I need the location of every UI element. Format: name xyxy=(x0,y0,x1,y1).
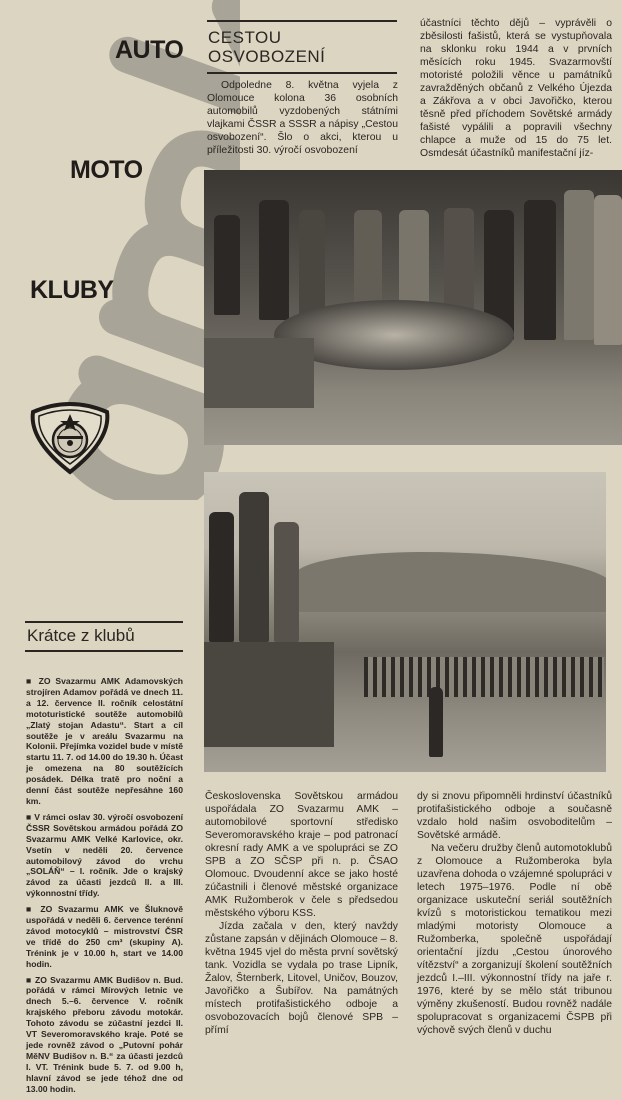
title-rule-top xyxy=(207,20,397,22)
news-item: ■ ZO Svazarmu AMK Adamovských strojíren Adamov pořádá ve dnech 11. a 12. července II. ročník celostátní mototuristické soutěže automobilů „Zlatý stojan Adastu“. Start a cíl soutěže je v areálu Svazarmu na Kolonii. Přejímka vozidel bude v místě startu 11. 7. od 14.00 do 19.30 h. Účast je omezena na 80 soutěžících posádek. Délka tratě pro noční a denní část soutěže nepřesáhne 160 km. xyxy=(26,676,183,806)
paragraph: Na večeru družby členů automotoklubů z Olomouce a Ružomberoka byla uzavřena dohoda o vzájemné spolupráci v letech 1975–1976. Podle ní obě organizace uskuteční seriál soutěžních kvízů s motoristickou tematikou mezi mladými motoristy Olomouce a Ružomberka, společně uspořádají orientační jízdu „Cestou únorového vítězství“ a zorganizují školení soutěžních jezdců I.–III. výkonnostní třídy na jaře r. 1976, které by se mělo stát tribunou výměny zkušeností. Budou rovněž nadále spolupracovat s organizacemi ČSPB při výchově svých členů v duchu xyxy=(417,843,612,1036)
news-rule-top xyxy=(25,621,183,623)
news-rule-bottom xyxy=(25,650,183,652)
paragraph: účastníci těchto dějů – vyprávěli o zběsilosti fašistů, která se vystupňovala na sklonku roku 1944 a v prvních měsících roku 1945. Svazarmovští motoristé položili věnce u památníků zavražděných občanů z Velkého Újezda a Zákřova a v obci Javořičko, kterou těsně před příchodem Sovětské armády fašisté vypálili a popravili všechny chlapce a muže od 15 do 75 let. Osmdesát účastníků manifestační jíz- xyxy=(420,18,612,159)
article-top-col-2 xyxy=(420,17,612,160)
title-rule-bottom xyxy=(207,72,397,74)
photo-wreath-ceremony xyxy=(204,170,622,445)
title-line-1: CESTOU xyxy=(208,28,282,47)
uamk-logo-icon xyxy=(27,400,113,476)
paragraph: Jízda začala v den, který navždy zůstane zapsán v dějinách Olomouce – 8. května 1945 vjel do města první sovětský tank. Vozidla se vydala po trase Lipník, Žalov, Šternberk, Litovel, Uničov, Bouzov, Javořičko a Šubířov. Na památných místech protifašistického odboje a osvobozovacích bojů členové SPB – přímí xyxy=(205,921,398,1036)
article-top-col-1 xyxy=(207,79,398,157)
news-item: ■ ZO Svazarmu AMK ve Šluknově uspořádá v neděli 6. července terénní závod motocyklů – mistrovství ČSR ve třídě do 250 cm³ (skupiny A). Trénink je v 10.00 h, start ve 14.00 hodin. xyxy=(26,904,183,969)
title-line-2: OSVOBOZENÍ xyxy=(208,47,326,66)
paragraph: Československa Sovětskou armádou uspořádala ZO Svazarmu AMK – automobilové sportovní středisko Severomoravského kraje – pod patronací okresní rady AMK a ve spolupráci se ZO SPB a ZO SČSP při n. p. ČSAO Olomouc. Dvoudenní akce se jako hosté zúčastnili i členové městské organizace AMK Ružomberok v čele s předsedou městského výboru KSS. xyxy=(205,791,398,919)
news-item: ■ V rámci oslav 30. výročí osvobození ČSSR Sovětskou armádou pořádá ZO Svazarmu AMK Velké Karlovice, okr. Vsetín v neděli 20. července automobilový závod do vrchu „SOLÁŇ“ – I. ročník. Jde o krajský závod za účasti jezdců II. a III. výkonnostní třídy. xyxy=(26,811,183,899)
label-moto: MOTO xyxy=(70,156,143,184)
photo-soviet-memorial xyxy=(204,472,606,772)
news-title: Krátce z klubů xyxy=(27,626,135,645)
label-kluby: KLUBY xyxy=(30,276,114,304)
article-bottom-col-2 xyxy=(417,790,612,1037)
article-title xyxy=(208,28,325,66)
label-auto: AUTO xyxy=(115,36,184,64)
paragraph: dy si znovu připomněli hrdinství účastníků protifašistického odboje a současně vzdalo hold našim osvoboditelům – Sovětské armádě. xyxy=(417,791,612,841)
news-list xyxy=(26,676,183,1100)
news-item: ■ ZO Svazarmu AMK Budišov n. Bud. pořádá v rámci Mírových letnic ve dnech 5.–6. července V. ročník krajského přeboru závodu motokár. Tohoto závodu se zúčastní jezdci II. VT Severomoravského kraje. Poté se jede rovněž závod o „Putovní pohár MěNV Budišov n. B.“ za účasti jezdců I. VT. Trénink bude 5. 7. od 9.00 h, hlavní závod se jede téhož dne od 13.00 hodin. xyxy=(26,974,183,1094)
article-bottom-col-1 xyxy=(205,790,398,1037)
paragraph: Odpoledne 8. května vyjela z Olomouce kolona 36 osobních automobilů vyzdobených státními vlajkami ČSSR a SSSR a nápisy „Cestou osvobození“. Šlo o akci, kterou u příležitosti 30. výročí osvobození xyxy=(207,80,398,156)
